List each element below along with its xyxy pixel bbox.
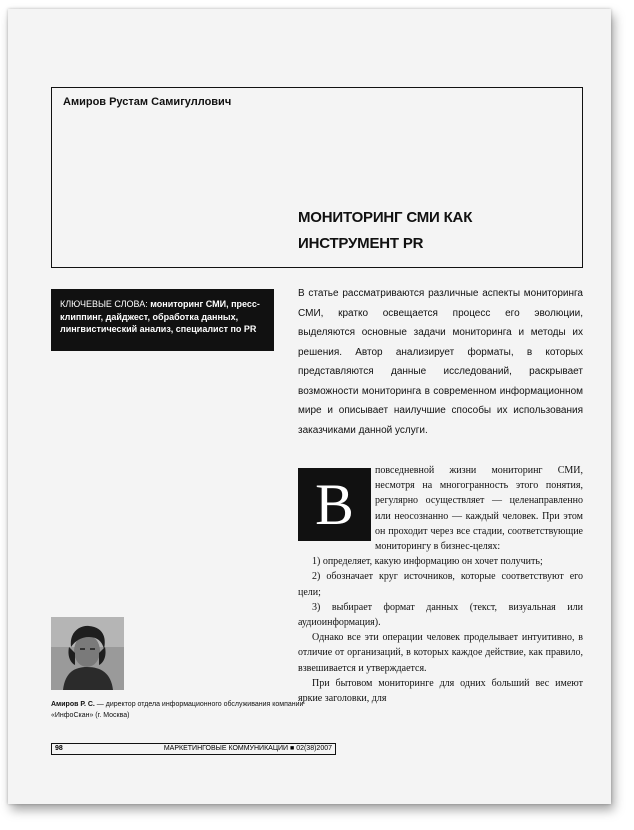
body-paragraph: 3) выбирает формат данных (текст, визуальная или аудиоинформация). [298, 601, 583, 629]
bio-name: Амиров Р. С. [51, 701, 95, 708]
abstract-text: В статье рассматриваются различные аспекты мониторинга СМИ, кратко освещается процесс его эволюции, выделяются основные задачи мониторинга и методы их решения. Автор анализирует форматы, в которых представляются данные исследований, раскрывает возможности мониторинга в современном информационном мире и описывает наилучшие способы их использования заказчиками данной услуги. [298, 288, 583, 436]
author-name: Амиров Рустам Самигуллович [63, 96, 232, 108]
journal-info: МАРКЕТИНГОВЫЕ КОММУНИКАЦИИ ■ 02(38)2007 [163, 745, 332, 752]
keywords-box [51, 289, 274, 351]
body-paragraph: повседневной жизни мониторинг СМИ, несмотря на многогранность этого понятия, регулярно осуществляет — целенаправленно или неосознанно — каждый человек. При этом он проходит через все стадии, соответствующие мониторингу в бизнес-целях: [375, 465, 583, 553]
body-paragraph: Однако все эти операции человек проделывает интуитивно, в отличие от организаций, в которых каждое действие, как правило, взвешивается и утверждается. [298, 632, 583, 674]
body-paragraph: При бытовом мониторинге для одних больший вес имеют яркие заголовки, для [298, 677, 583, 705]
page-number: 98 [55, 745, 63, 752]
keywords-text: мониторинг СМИ, пресс-клиппинг, дайджест, обработка данных, лингвистический анализ, специалист по PR [60, 299, 260, 334]
author-photo [51, 617, 124, 690]
body-paragraph: 2) обозначает круг источников, которые соответствуют его цели; [298, 571, 583, 598]
author-bio [51, 699, 341, 721]
title-line-1: МОНИТОРИНГ СМИ КАК [298, 209, 473, 226]
bio-text: — директор отдела информационного обслуживания компании «ИнфоСкан» (г. Москва) [51, 701, 304, 719]
body-paragraph: 1) определяет, какую информацию он хочет получить; [312, 556, 543, 568]
page-footer [51, 743, 336, 755]
article-title [298, 205, 472, 257]
title-line-2: ИНСТРУМЕНТ PR [298, 235, 424, 252]
drop-cap: В [298, 468, 371, 541]
keywords-label: КЛЮЧЕВЫЕ СЛОВА: [60, 299, 148, 309]
